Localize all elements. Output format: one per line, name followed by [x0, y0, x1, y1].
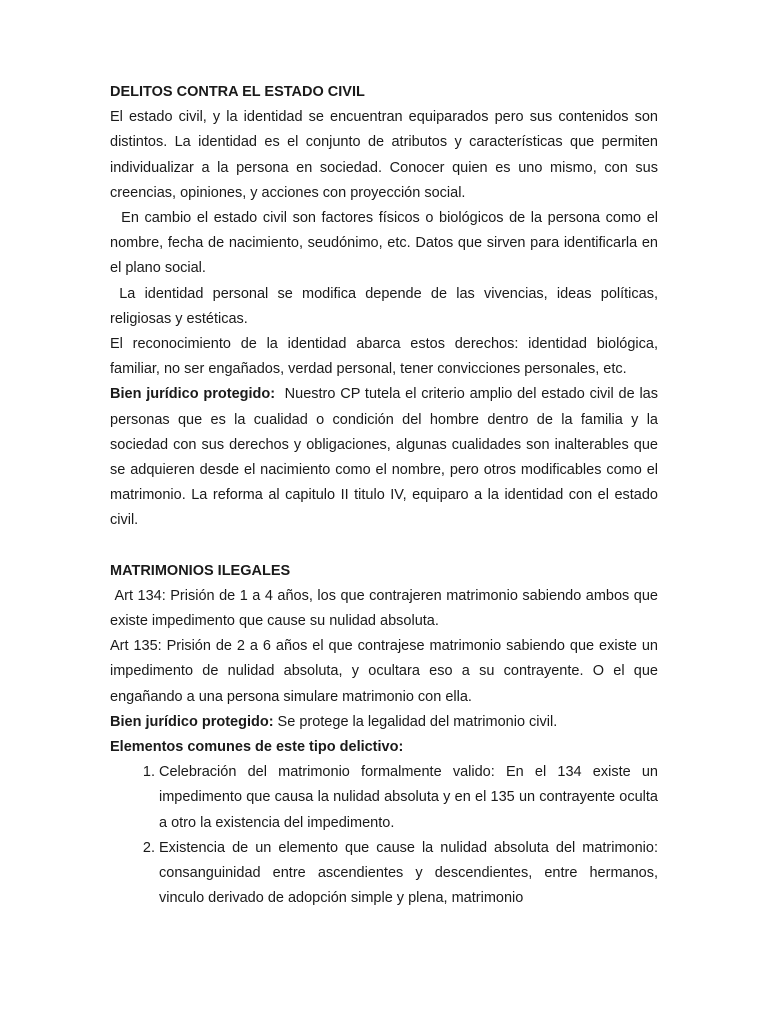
- list-item: 2. Existencia de un elemento que cause la nulidad absoluta del matrimonio: consanguinidad entre ascendientes y descendientes, entre hermanos, vinculo derivado de adopción simple y plena, matrimonio: [159, 836, 658, 912]
- paragraph: El estado civil, y la identidad se encuentran equiparados pero sus contenidos son distintos. La identidad es el conjunto de atributos y características que permiten individualizar a la persona en sociedad. Conocer quien es uno mismo, con sus creencias, opiniones, y acciones con proyección social.: [110, 109, 658, 201]
- elements-list: [110, 760, 658, 911]
- paragraph-art-134: Art 134: Prisión de 1 a 4 años, los que contrajeren matrimonio sabiendo ambos que existe impedimento que cause su nulidad absoluta.: [110, 587, 658, 630]
- list-item: 1. Celebración del matrimonio formalmente valido: En el 134 existe un impedimento que causa la nulidad absoluta y en el 135 un contrayente oculta a otro la existencia del impedimento.: [159, 760, 658, 836]
- paragraph-bien-juridico-2: [110, 710, 658, 735]
- document-page: [110, 80, 658, 912]
- paragraph: La identidad personal se modifica depende de las vivencias, ideas políticas, religiosas y estéticas.: [110, 285, 658, 327]
- paragraph: En cambio el estado civil son factores físicos o biológicos de la persona como el nombre, fecha de nacimiento, seudónimo, etc. Datos que sirven para identificarla en el plano social.: [110, 210, 658, 277]
- paragraph-text: Se protege la legalidad del matrimonio civil.: [273, 713, 558, 730]
- paragraph-text: Nuestro CP tutela el criterio amplio del estado civil de las personas que es la cualidad o condición del hombre dentro de la familia y la sociedad con sus derechos y obligaciones, algunas cualidades son inalterables que se adquieren desde el nacimiento como el nombre, pero otros modificables como el matrimonio. La reforma al capitulo II titulo IV, equiparo a la identidad con el estado civil.: [110, 386, 658, 529]
- bold-label: Bien jurídico protegido:: [110, 713, 274, 730]
- paragraph-art-135: Art 135: Prisión de 2 a 6 años el que contrajese matrimonio sabiendo que existe un impedimento de nulidad absoluta, y ocultara eso a su contrayente. O el que engañando a una persona simulare matrimonio con ella.: [110, 638, 658, 705]
- section-heading-matrimonios: MATRIMONIOS ILEGALES: [110, 562, 291, 579]
- paragraph-bien-juridico: [110, 382, 658, 533]
- section-heading-delitos: DELITOS CONTRA EL ESTADO CIVIL: [110, 84, 365, 100]
- list-heading: Elementos comunes de este tipo delictivo:: [110, 739, 404, 756]
- bold-label: Bien jurídico protegido:: [110, 386, 276, 403]
- spacer: [110, 534, 658, 559]
- paragraph: El reconocimiento de la identidad abarca estos derechos: identidad biológica, familiar, no ser engañados, verdad personal, tener convicciones personales, etc.: [110, 336, 658, 378]
